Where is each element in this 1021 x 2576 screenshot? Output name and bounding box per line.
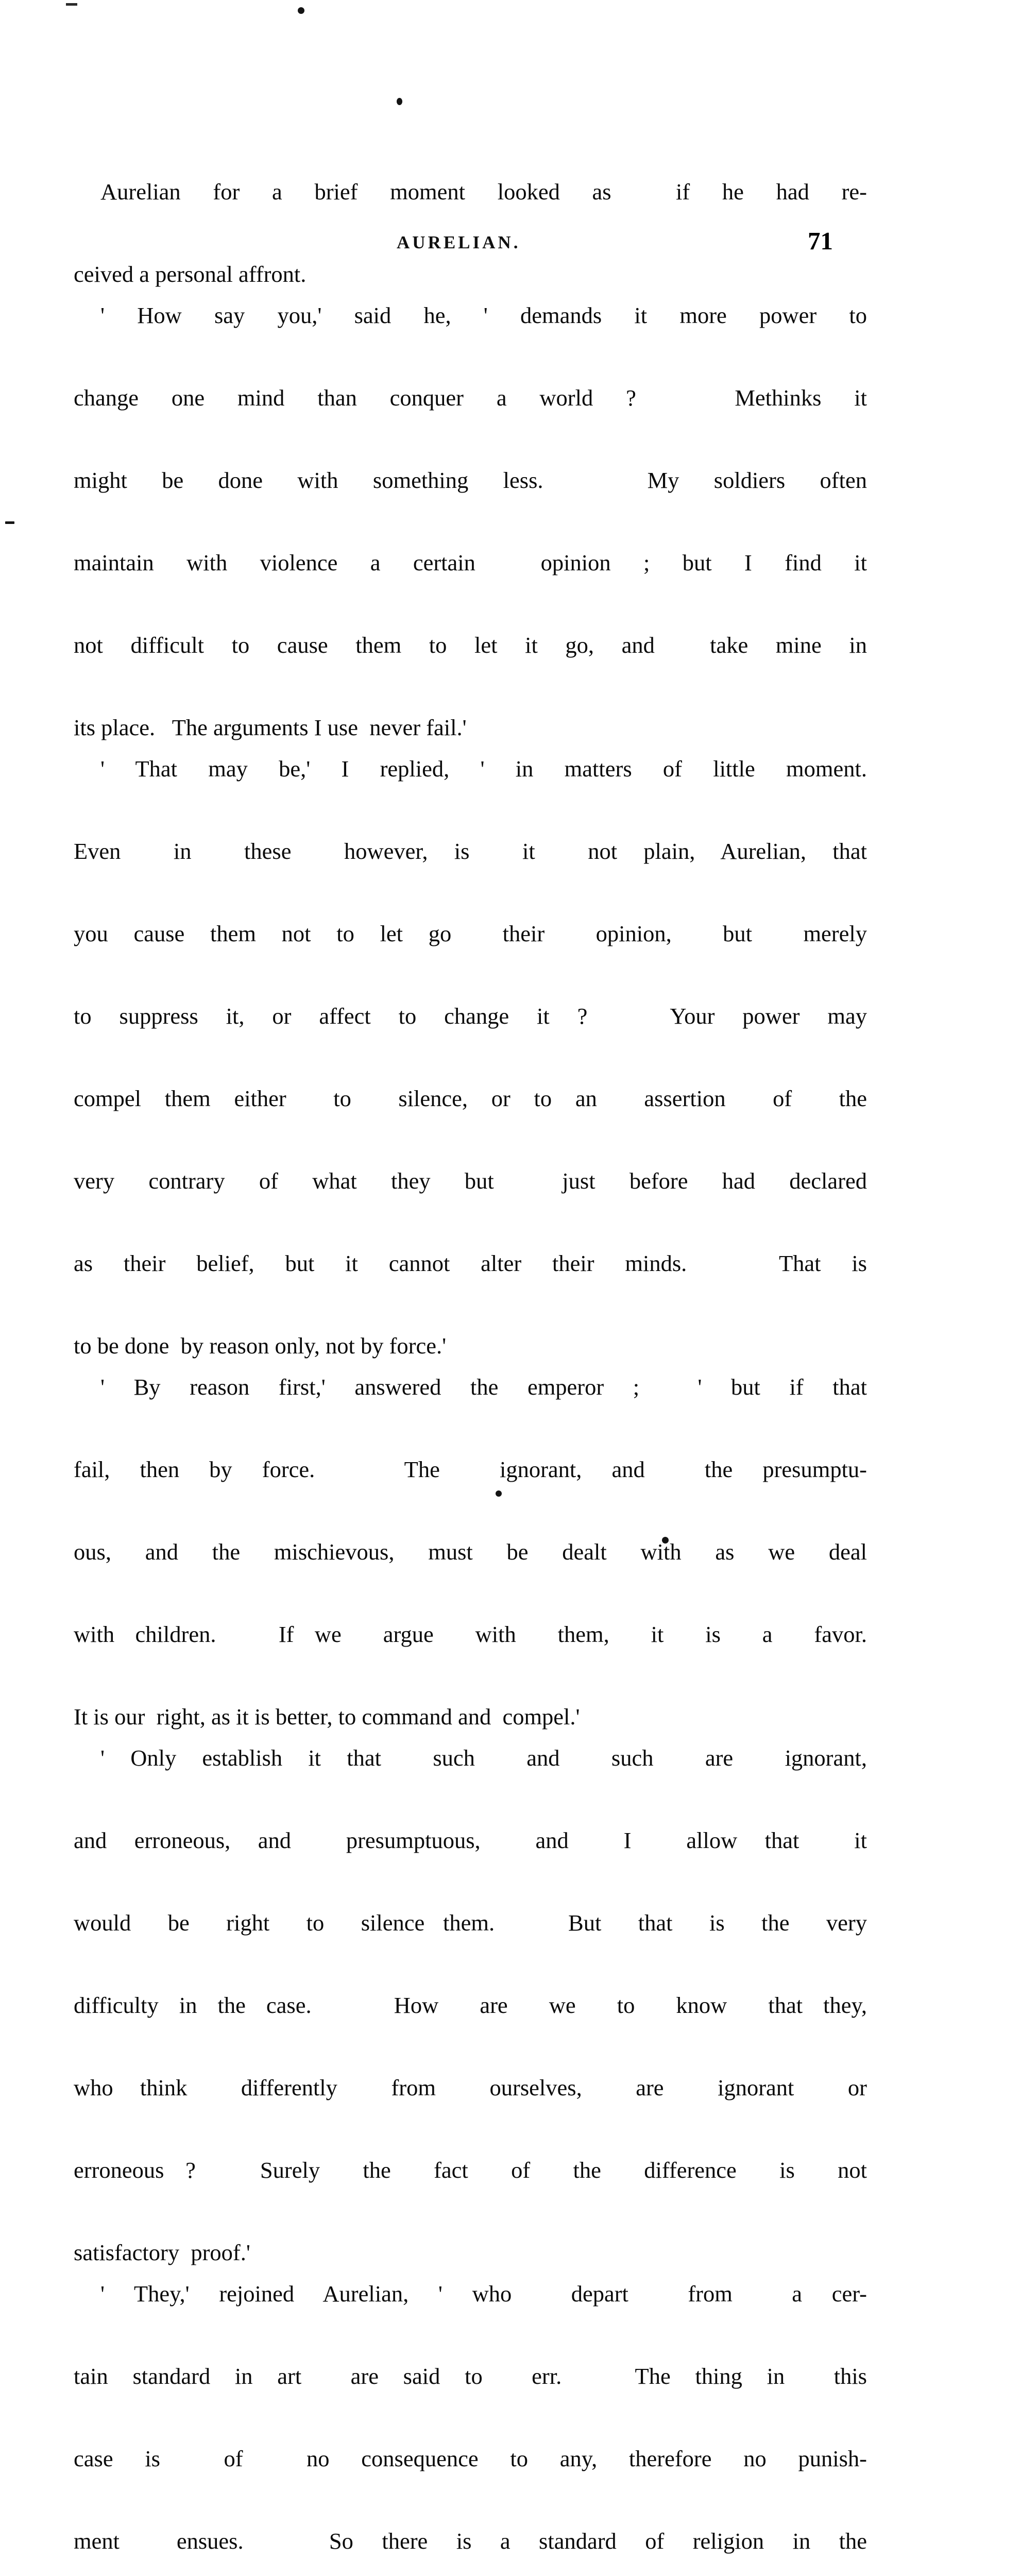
text-line: ' They,' rejoined Aurelian, ' who depart from a cer- bbox=[100, 2281, 867, 2307]
text-line: Aurelian for a brief moment looked as if he had re- bbox=[100, 179, 867, 205]
text-line: Even in these however, is it not plain, Aurelian, that bbox=[74, 838, 867, 864]
text-line: to be done by reason only, not by force.' bbox=[74, 1333, 447, 1359]
edge-mark-top-left bbox=[66, 3, 77, 6]
text-line: case is of no consequence to any, therefore no punish- bbox=[74, 2446, 867, 2471]
text-line: might be done with something less. My soldiers often bbox=[74, 467, 867, 493]
paragraph bbox=[74, 1737, 867, 2273]
text-line: tain standard in art are said to err. The thing in this bbox=[74, 2363, 867, 2389]
text-line: who think differently from ourselves, are ignorant or bbox=[74, 2075, 867, 2100]
paragraph bbox=[74, 1366, 867, 1737]
text-line: difficulty in the case. How are we to know that they, bbox=[74, 1992, 867, 2018]
text-line: ous, and the mischievous, must be dealt with as we deal bbox=[74, 1539, 867, 1565]
text-line: very contrary of what they but just before had declared bbox=[74, 1168, 867, 1194]
text-line: ' How say you,' said he, ' demands it more power to bbox=[100, 302, 867, 328]
text-line: as their belief, but it cannot alter their minds. That is bbox=[74, 1250, 867, 1276]
text-line: ment ensues. So there is a standard of religion in the bbox=[74, 2528, 867, 2554]
page-number: 71 bbox=[808, 227, 833, 255]
paragraph bbox=[74, 748, 867, 1366]
text-line: you cause them not to let go their opinion, but merely bbox=[74, 921, 867, 946]
text-line: with children. If we argue with them, it is a favor. bbox=[74, 1621, 867, 1647]
ink-speck-above-head bbox=[397, 98, 402, 105]
text-line: ' That may be,' I replied, ' in matters of little moment. bbox=[100, 756, 867, 782]
paragraph bbox=[74, 171, 867, 295]
text-line: would be right to silence them. But that is the very bbox=[74, 1910, 867, 1936]
paragraph bbox=[74, 295, 867, 748]
page-body bbox=[74, 171, 867, 2576]
text-line: It is our right, as it is better, to command and compel.' bbox=[74, 1704, 580, 1730]
text-line: its place. The arguments I use never fail.' bbox=[74, 715, 467, 740]
ink-speck-top bbox=[298, 7, 304, 14]
text-line: ' Only establish it that such and such are ignorant, bbox=[100, 1745, 867, 1771]
text-line: to suppress it, or affect to change it ? Your power may bbox=[74, 1003, 867, 1029]
text-line: satisfactory proof.' bbox=[74, 2240, 250, 2265]
text-line: ceived a personal affront. bbox=[74, 261, 307, 287]
text-line: erroneous ? Surely the fact of the difference is not bbox=[74, 2157, 867, 2183]
ink-speck-left-margin bbox=[5, 521, 14, 524]
text-line: not difficult to cause them to let it go, and take mine in bbox=[74, 632, 867, 658]
text-line: compel them either to silence, or to an assertion of the bbox=[74, 1086, 867, 1111]
paragraph bbox=[74, 2273, 867, 2576]
text-line: maintain with violence a certain opinion ; but I find it bbox=[74, 550, 867, 575]
text-line: and erroneous, and presumptuous, and I allow that it bbox=[74, 1827, 867, 1853]
running-head-title: AURELIAN. bbox=[397, 232, 521, 252]
text-line: change one mind than conquer a world ? Methinks it bbox=[74, 385, 867, 411]
text-line: ' By reason first,' answered the emperor ; ' but if that bbox=[100, 1374, 867, 1400]
text-line: fail, then by force. The ignorant, and the presumptu- bbox=[74, 1456, 867, 1482]
